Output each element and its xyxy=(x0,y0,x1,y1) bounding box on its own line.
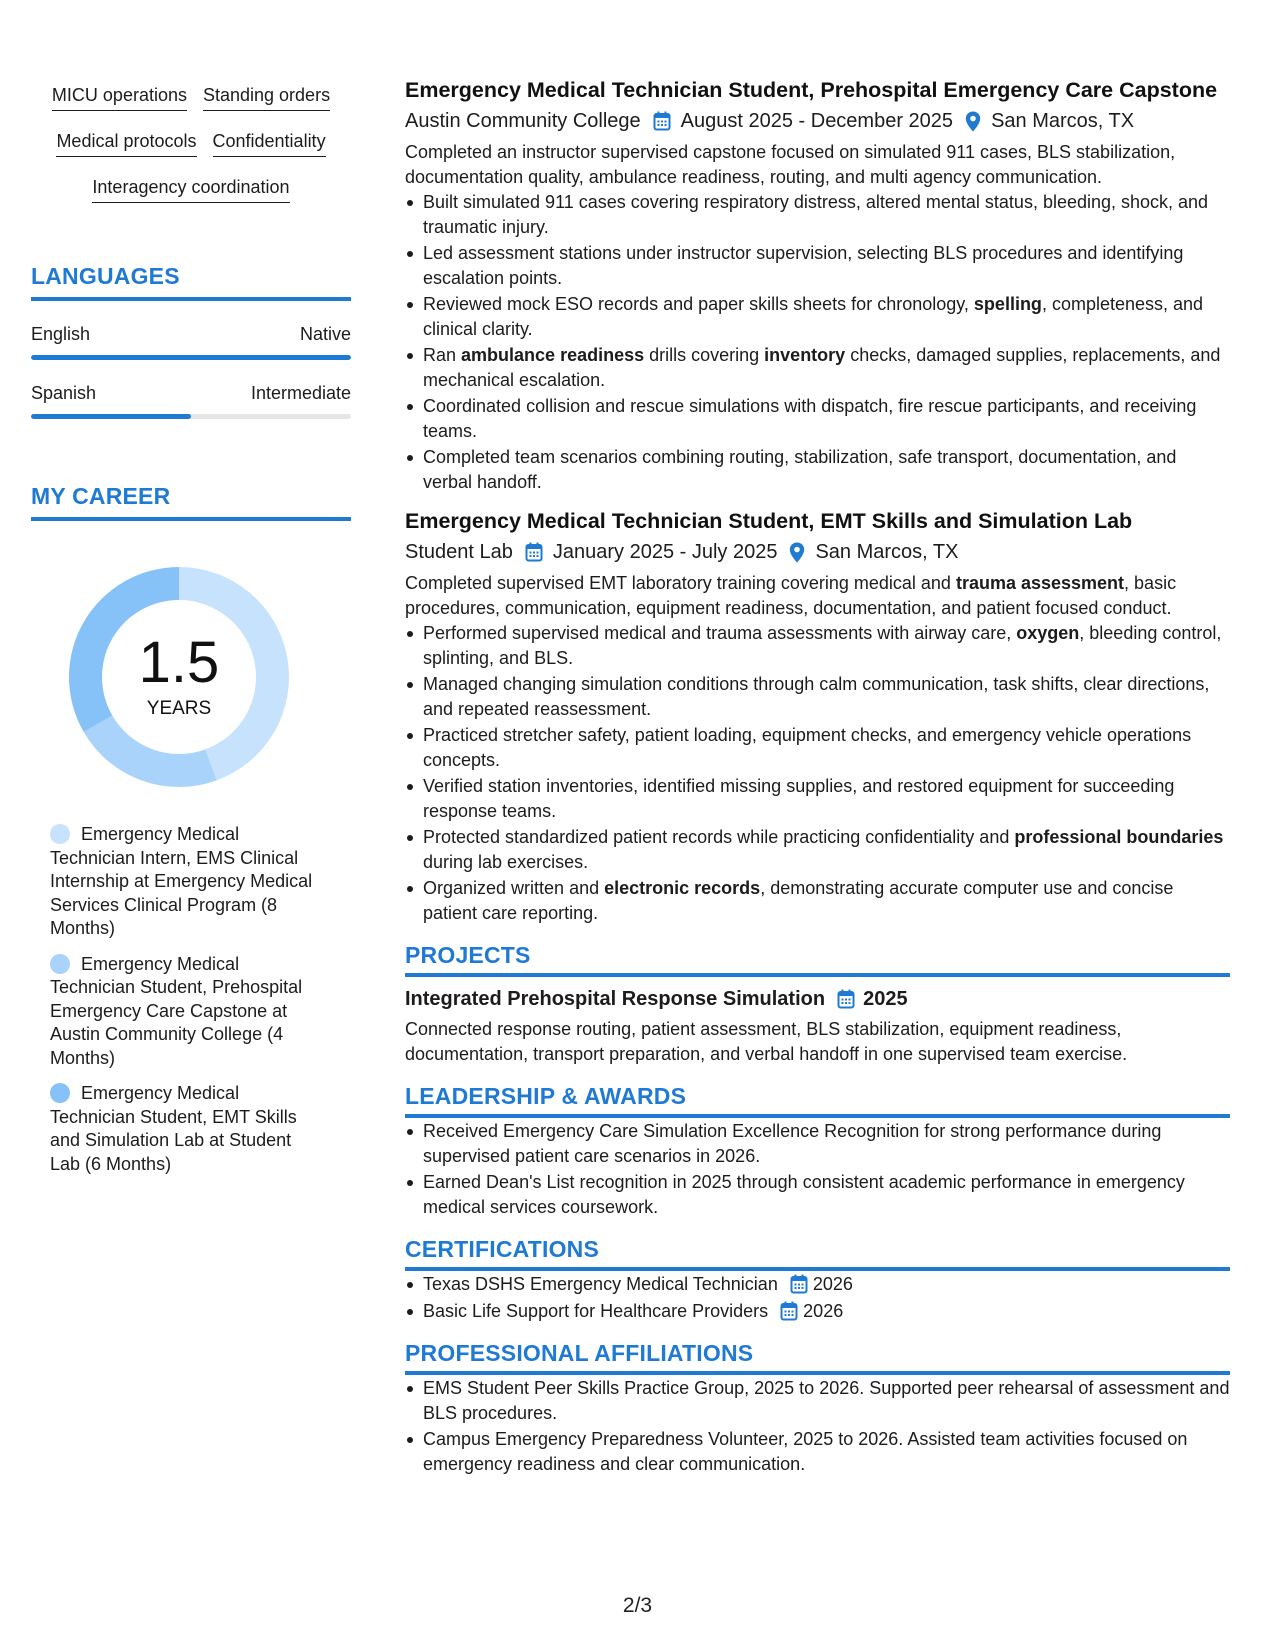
job-bullet: Completed team scenarios combining routing, stabilization, safe transport, documentation, and verbal handoff. xyxy=(405,445,1230,494)
job-meta xyxy=(405,106,1230,136)
job-bullet: Performed supervised medical and trauma assessments with airway care, oxygen, bleeding control, splinting, and BLS. xyxy=(405,621,1230,670)
project-title: Integrated Prehospital Response Simulation xyxy=(405,988,826,1010)
job-bullet: Managed changing simulation conditions through calm communication, task shifts, clear directions, and repeated reassessment. xyxy=(405,672,1230,721)
projects-heading: PROJECTS xyxy=(405,942,1230,977)
main-content xyxy=(405,77,1230,1478)
leadership-item: Earned Dean's List recognition in 2025 through consistent academic performance in emergency medical services coursework. xyxy=(405,1170,1230,1219)
job-location: San Marcos, TX xyxy=(815,541,959,563)
certification-name: Texas DSHS Emergency Medical Technician xyxy=(423,1274,778,1294)
language-level: Native xyxy=(299,324,351,344)
leadership-section xyxy=(405,1083,1230,1219)
career-total-years: 1.5 xyxy=(138,630,220,695)
certification-item xyxy=(405,1272,1230,1297)
affiliation-item: EMS Student Peer Skills Practice Group, 2025 to 2026. Supported peer rehearsal of assessment and BLS procedures. xyxy=(405,1376,1230,1425)
career-legend-item xyxy=(50,1082,321,1176)
page-number: 2/3 xyxy=(622,1594,653,1617)
job-bullet: Led assessment stations under instructor supervision, selecting BLS procedures and identifying escalation points. xyxy=(405,241,1230,290)
job-bullet: Ran ambulance readiness drills covering inventory checks, damaged supplies, replacements, and mechanical escalation. xyxy=(405,343,1230,392)
skill-tag: Standing orders xyxy=(203,82,330,111)
legend-dot xyxy=(50,1083,70,1103)
legend-dot xyxy=(50,954,70,974)
language-level-bar xyxy=(31,355,351,360)
job-bullet: Organized written and electronic records, demonstrating accurate computer use and concise patient care reporting. xyxy=(405,876,1230,925)
project-year: 2025 xyxy=(863,988,908,1010)
language-name: English xyxy=(31,324,91,344)
job-bullet: Verified station inventories, identified missing supplies, and restored equipment for succeeding response teams. xyxy=(405,774,1230,823)
job-summary: Completed supervised EMT laboratory training covering medical and trauma assessment, basic procedures, communication, equipment readiness, documentation, and patient focused conduct. xyxy=(405,573,1177,618)
affiliations-heading: PROFESSIONAL AFFILIATIONS xyxy=(405,1340,1230,1375)
job-organization: Student Lab xyxy=(405,541,513,563)
job-dates: August 2025 - December 2025 xyxy=(680,110,954,132)
calendar-icon xyxy=(837,989,855,1009)
skill-tag: Interagency coordination xyxy=(92,174,289,203)
career-legend-item xyxy=(50,953,321,1071)
certifications-list xyxy=(405,1272,1230,1323)
job-meta xyxy=(405,537,1230,567)
language-item xyxy=(31,380,351,419)
job-organization: Austin Community College xyxy=(405,110,641,132)
leadership-list xyxy=(405,1119,1230,1219)
calendar-icon xyxy=(780,1301,798,1321)
legend-label: Emergency Medical Technician Intern, EMS Clinical Internship at Emergency Medical Services Clinical Program (8 Months) xyxy=(50,824,313,938)
skill-tag: Medical protocols xyxy=(56,128,196,157)
affiliation-item: Campus Emergency Preparedness Volunteer, 2025 to 2026. Assisted team activities focused on emergency readiness and clear communication. xyxy=(405,1427,1230,1476)
career-total-unit: YEARS xyxy=(146,698,212,719)
experience-entry xyxy=(405,77,1230,494)
career-section xyxy=(31,483,351,1176)
job-title: Emergency Medical Technician Student, EMT Skills and Simulation Lab xyxy=(405,509,1133,533)
job-bullets xyxy=(405,621,1230,925)
map-pin-icon xyxy=(789,542,805,563)
certification-item xyxy=(405,1299,1230,1324)
job-bullet: Built simulated 911 cases covering respiratory distress, altered mental status, bleeding, shock, and traumatic injury. xyxy=(405,190,1230,239)
language-level-bar xyxy=(31,414,351,419)
legend-dot xyxy=(50,824,70,844)
language-item xyxy=(31,321,351,360)
projects-section xyxy=(405,942,1230,1066)
job-title: Emergency Medical Technician Student, Prehospital Emergency Care Capstone xyxy=(405,78,1218,102)
affiliations-section xyxy=(405,1340,1230,1476)
certifications-section xyxy=(405,1236,1230,1323)
language-level-fill xyxy=(31,355,351,360)
job-bullet: Coordinated collision and rescue simulations with dispatch, fire rescue participants, and receiving teams. xyxy=(405,394,1230,443)
language-level-fill xyxy=(31,414,191,419)
leadership-item: Received Emergency Care Simulation Excellence Recognition for strong performance during supervised patient care scenarios in 2026. xyxy=(405,1119,1230,1168)
sidebar xyxy=(31,82,351,1188)
legend-label: Emergency Medical Technician Student, EMT Skills and Simulation Lab at Student Lab (6 Months) xyxy=(50,1083,297,1174)
job-bullet: Protected standardized patient records while practicing confidentiality and professional boundaries during lab exercises. xyxy=(405,825,1230,874)
calendar-icon xyxy=(653,111,671,131)
job-summary: Completed an instructor supervised capstone focused on simulated 911 cases, BLS stabilization, documentation quality, ambulance readiness, routing, and multi agency communication. xyxy=(405,142,1176,187)
language-level: Intermediate xyxy=(250,383,351,403)
project-title-row xyxy=(405,985,1230,1013)
job-bullet: Reviewed mock ESO records and paper skills sheets for chronology, spelling, completeness, and clinical clarity. xyxy=(405,292,1230,341)
calendar-icon xyxy=(525,542,543,562)
certification-name: Basic Life Support for Healthcare Providers xyxy=(423,1300,769,1321)
languages-heading: LANGUAGES xyxy=(31,263,351,301)
calendar-icon xyxy=(790,1274,808,1294)
job-bullets xyxy=(405,190,1230,494)
skills-list xyxy=(31,82,351,220)
certification-year: 2026 xyxy=(803,1300,844,1321)
languages-section xyxy=(31,263,351,419)
certification-year: 2026 xyxy=(812,1274,853,1294)
skill-tag: Confidentiality xyxy=(213,128,326,157)
leadership-heading: LEADERSHIP & AWARDS xyxy=(405,1083,1230,1118)
affiliations-list xyxy=(405,1376,1230,1476)
map-pin-icon xyxy=(965,111,981,132)
experience-entry xyxy=(405,508,1230,925)
skill-tag: MICU operations xyxy=(52,82,187,111)
legend-label: Emergency Medical Technician Student, Prehospital Emergency Care Capstone at Austin Community College (4 Months) xyxy=(50,953,303,1068)
certifications-heading: CERTIFICATIONS xyxy=(405,1236,1230,1271)
career-legend-item xyxy=(50,823,321,941)
project-description: Connected response routing, patient assessment, BLS stabilization, equipment readiness, documentation, transport preparation, and verbal handoff in one supervised team exercise. xyxy=(405,1019,1128,1064)
job-location: San Marcos, TX xyxy=(991,110,1135,132)
career-donut-chart xyxy=(65,563,293,791)
job-dates: January 2025 - July 2025 xyxy=(552,541,778,563)
career-heading: MY CAREER xyxy=(31,483,351,521)
job-bullet: Practiced stretcher safety, patient loading, equipment checks, and emergency vehicle operations concepts. xyxy=(405,723,1230,772)
career-legend xyxy=(31,823,321,1176)
language-name: Spanish xyxy=(31,383,97,403)
